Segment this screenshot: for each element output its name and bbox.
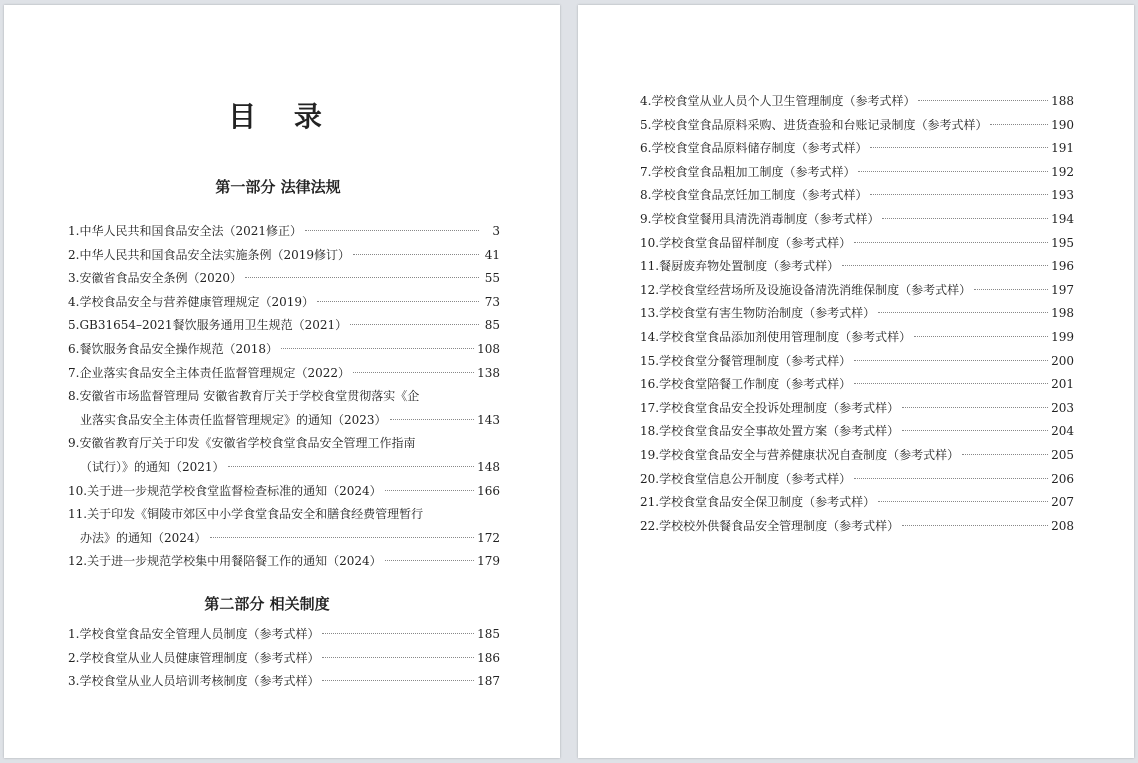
toc-entry-title: 1.学校食堂食品安全管理人员制度（参考式样） bbox=[68, 627, 320, 641]
toc-entry-title: （试行）》的通知（2021） bbox=[80, 459, 225, 474]
toc-entry[interactable] bbox=[68, 503, 500, 550]
dot-leader bbox=[322, 657, 474, 658]
toc-entry[interactable] bbox=[640, 397, 1074, 421]
toc-entry[interactable] bbox=[68, 623, 500, 647]
toc-entry[interactable] bbox=[68, 362, 500, 386]
toc-entry-title-line1: 8.安徽省市场监督管理局 安徽省教育厅关于学校食堂贯彻落实《企 bbox=[68, 389, 420, 404]
dot-leader bbox=[385, 490, 474, 491]
dot-leader bbox=[974, 289, 1048, 290]
right-page bbox=[578, 5, 1134, 758]
toc-page-number: 199 bbox=[1051, 329, 1074, 344]
toc-page-number: 143 bbox=[477, 412, 500, 427]
dot-leader bbox=[870, 147, 1048, 148]
dot-leader bbox=[228, 466, 475, 467]
toc-entry-title: 8.学校食堂食品烹饪加工制度（参考式样） bbox=[640, 188, 868, 203]
toc-entry[interactable] bbox=[640, 137, 1074, 161]
dot-leader bbox=[305, 230, 479, 231]
toc-entry-title: 15.学校食堂分餐管理制度（参考式样） bbox=[640, 353, 852, 368]
toc-entry-title: 业落实食品安全主体责任监督管理规定》的通知（2023） bbox=[80, 412, 387, 427]
toc-page-number: 3 bbox=[492, 224, 500, 238]
toc-entry[interactable] bbox=[640, 279, 1074, 303]
dot-leader bbox=[902, 407, 1048, 408]
left-page bbox=[4, 5, 560, 758]
toc-entry[interactable] bbox=[640, 161, 1074, 185]
toc-entry-title: 19.学校食堂食品安全与营养健康状况自查制度（参考式样） bbox=[640, 447, 960, 462]
toc-entry-title: 5.GB31654–2021餐饮服务通用卫生规范（2021） bbox=[68, 318, 348, 333]
toc-entry-title: 办法》的通知（2024） bbox=[80, 530, 207, 545]
toc-entry[interactable] bbox=[640, 255, 1074, 279]
dot-leader bbox=[858, 171, 1048, 172]
dot-leader bbox=[870, 194, 1048, 195]
toc-entry-title: 1.中华人民共和国食品安全法（2021修正） bbox=[68, 224, 302, 238]
toc-entry[interactable] bbox=[68, 480, 500, 504]
toc-page-number: 138 bbox=[477, 365, 500, 380]
toc-entry[interactable] bbox=[68, 267, 500, 291]
toc-page-number: 179 bbox=[477, 554, 500, 569]
toc-entry-title: 6.餐饮服务食品安全操作规范（2018） bbox=[68, 341, 278, 356]
toc-entry[interactable] bbox=[640, 302, 1074, 326]
dot-leader bbox=[918, 100, 1048, 101]
toc-entry-title: 3.安徽省食品安全条例（2020） bbox=[68, 271, 242, 286]
toc-entry[interactable] bbox=[68, 432, 500, 479]
toc-entry-title: 12.关于进一步规范学校集中用餐陪餐工作的通知（2024） bbox=[68, 554, 382, 569]
toc-entry-title: 3.学校食堂从业人员培训考核制度（参考式样） bbox=[68, 674, 320, 689]
toc-page-number: 166 bbox=[477, 483, 500, 498]
toc-entry[interactable] bbox=[640, 90, 1074, 114]
toc-entry-title: 14.学校食堂食品添加剂使用管理制度（参考式样） bbox=[640, 329, 912, 344]
dot-leader bbox=[854, 360, 1048, 361]
toc-page-number: 201 bbox=[1051, 377, 1074, 392]
toc-page-number: 41 bbox=[484, 247, 500, 262]
toc-entry-title: 10.关于进一步规范学校食堂监督检查标准的通知（2024） bbox=[68, 483, 382, 498]
toc-entry[interactable] bbox=[640, 420, 1074, 444]
part2-toc-list-continued bbox=[640, 90, 1074, 538]
toc-entry-title: 18.学校食堂食品安全事故处置方案（参考式样） bbox=[640, 424, 900, 439]
toc-entry[interactable] bbox=[640, 184, 1074, 208]
dot-leader bbox=[390, 419, 475, 420]
dot-leader bbox=[854, 383, 1048, 384]
dot-leader bbox=[914, 336, 1048, 337]
toc-page-number: 205 bbox=[1051, 447, 1074, 462]
toc-entry[interactable] bbox=[640, 444, 1074, 468]
toc-entry[interactable] bbox=[640, 326, 1074, 350]
toc-page-number: 203 bbox=[1051, 400, 1074, 415]
toc-entry[interactable] bbox=[68, 291, 500, 315]
part1-heading: 第一部分 法律法规 bbox=[215, 178, 341, 196]
toc-entry[interactable] bbox=[68, 338, 500, 362]
toc-page-number: 186 bbox=[477, 650, 500, 665]
part2-heading: 第二部分 相关制度 bbox=[204, 595, 330, 613]
toc-entry-title: 4.学校食品安全与营养健康管理规定（2019） bbox=[68, 294, 314, 309]
toc-page-number: 73 bbox=[484, 294, 500, 309]
toc-page-number: 197 bbox=[1051, 282, 1074, 297]
dot-leader bbox=[878, 501, 1048, 502]
toc-entry-title: 17.学校食堂食品安全投诉处理制度（参考式样） bbox=[640, 400, 900, 415]
toc-entry[interactable] bbox=[640, 350, 1074, 374]
toc-entry-title: 5.学校食堂食品原料采购、进货查验和台账记录制度（参考式样） bbox=[640, 117, 988, 132]
toc-page-number: 208 bbox=[1051, 518, 1074, 533]
toc-page-number: 188 bbox=[1051, 94, 1074, 108]
dot-leader bbox=[317, 301, 479, 302]
toc-entry[interactable] bbox=[68, 647, 500, 671]
toc-entry[interactable] bbox=[640, 468, 1074, 492]
toc-entry-title: 7.学校食堂食品粗加工制度（参考式样） bbox=[640, 164, 856, 179]
toc-entry-title: 22.学校校外供餐食品安全管理制度（参考式样） bbox=[640, 518, 900, 533]
toc-page-number: 55 bbox=[484, 271, 500, 286]
toc-entry-title: 7.企业落实食品安全主体责任监督管理规定（2022） bbox=[68, 365, 350, 380]
toc-entry-title: 11.餐厨废弃物处置制度（参考式样） bbox=[640, 259, 840, 274]
dot-leader bbox=[902, 430, 1048, 431]
dot-leader bbox=[350, 324, 479, 325]
dot-leader bbox=[385, 560, 474, 561]
dot-leader bbox=[878, 312, 1048, 313]
toc-entry-title: 6.学校食堂食品原料储存制度（参考式样） bbox=[640, 141, 868, 156]
dot-leader bbox=[962, 454, 1048, 455]
toc-page-number: 204 bbox=[1051, 424, 1074, 439]
toc-page-number: 198 bbox=[1051, 306, 1074, 321]
toc-page-number: 194 bbox=[1051, 211, 1074, 226]
toc-entry-title: 13.学校食堂有害生物防治制度（参考式样） bbox=[640, 306, 876, 321]
toc-page-number: 195 bbox=[1051, 235, 1074, 250]
toc-entry-title: 2.中华人民共和国食品安全法实施条例（2019修订） bbox=[68, 247, 350, 262]
toc-entry[interactable] bbox=[68, 244, 500, 268]
toc-page-number: 193 bbox=[1051, 188, 1074, 203]
toc-page-number: 206 bbox=[1051, 471, 1074, 486]
toc-entry-title: 21.学校食堂食品安全保卫制度（参考式样） bbox=[640, 495, 876, 510]
toc-entry[interactable] bbox=[68, 670, 500, 694]
toc-entry-title: 12.学校食堂经营场所及设施设备清洗消维保制度（参考式样） bbox=[640, 282, 972, 297]
dot-leader bbox=[854, 242, 1048, 243]
toc-page-number: 200 bbox=[1051, 353, 1074, 368]
dot-leader bbox=[353, 372, 474, 373]
toc-entry[interactable] bbox=[68, 550, 500, 574]
toc-entry-title: 2.学校食堂从业人员健康管理制度（参考式样） bbox=[68, 650, 320, 665]
toc-entry-title: 20.学校食堂信息公开制度（参考式样） bbox=[640, 471, 852, 486]
dot-leader bbox=[990, 124, 1048, 125]
toc-page-number: 187 bbox=[477, 674, 500, 689]
toc-page-number: 192 bbox=[1051, 164, 1074, 179]
toc-entry[interactable] bbox=[640, 515, 1074, 539]
dot-leader bbox=[882, 218, 1048, 219]
dot-leader bbox=[245, 277, 479, 278]
toc-entry-title: 4.学校食堂从业人员个人卫生管理制度（参考式样） bbox=[640, 94, 916, 108]
dot-leader bbox=[210, 537, 475, 538]
toc-entry[interactable] bbox=[640, 491, 1074, 515]
dot-leader bbox=[281, 348, 474, 349]
dot-leader bbox=[353, 254, 479, 255]
toc-entry[interactable] bbox=[640, 373, 1074, 397]
part1-toc-list bbox=[68, 220, 500, 574]
dot-leader bbox=[322, 680, 474, 681]
toc-page-number: 108 bbox=[477, 341, 500, 356]
toc-entry-title: 10.学校食堂食品留样制度（参考式样） bbox=[640, 235, 852, 250]
dot-leader bbox=[902, 525, 1048, 526]
toc-entry[interactable] bbox=[68, 314, 500, 338]
toc-entry-title: 16.学校食堂陪餐工作制度（参考式样） bbox=[640, 377, 852, 392]
toc-entry[interactable] bbox=[68, 385, 500, 432]
toc-page-number: 185 bbox=[477, 627, 500, 641]
toc-page-number: 207 bbox=[1051, 495, 1074, 510]
toc-page-number: 85 bbox=[484, 318, 500, 333]
toc-entry[interactable] bbox=[68, 220, 500, 244]
dot-leader bbox=[842, 265, 1048, 266]
dot-leader bbox=[322, 633, 474, 634]
dot-leader bbox=[854, 478, 1048, 479]
toc-page-number: 190 bbox=[1051, 117, 1074, 132]
toc-title: 目 录 bbox=[228, 100, 336, 133]
toc-page-number: 191 bbox=[1051, 141, 1074, 156]
toc-entry[interactable] bbox=[640, 232, 1074, 256]
toc-page-number: 172 bbox=[477, 530, 500, 545]
toc-entry-title-line1: 11.关于印发《铜陵市郊区中小学食堂食品安全和膳食经费管理暂行 bbox=[68, 507, 424, 522]
toc-entry[interactable] bbox=[640, 114, 1074, 138]
toc-page-number: 148 bbox=[477, 459, 500, 474]
toc-entry-title: 9.学校食堂餐用具清洗消毒制度（参考式样） bbox=[640, 211, 880, 226]
part2-toc-list bbox=[68, 623, 500, 694]
toc-entry[interactable] bbox=[640, 208, 1074, 232]
toc-page-number: 196 bbox=[1051, 259, 1074, 274]
toc-entry-title-line1: 9.安徽省教育厅关于印发《安徽省学校食堂食品安全管理工作指南 bbox=[68, 436, 416, 451]
